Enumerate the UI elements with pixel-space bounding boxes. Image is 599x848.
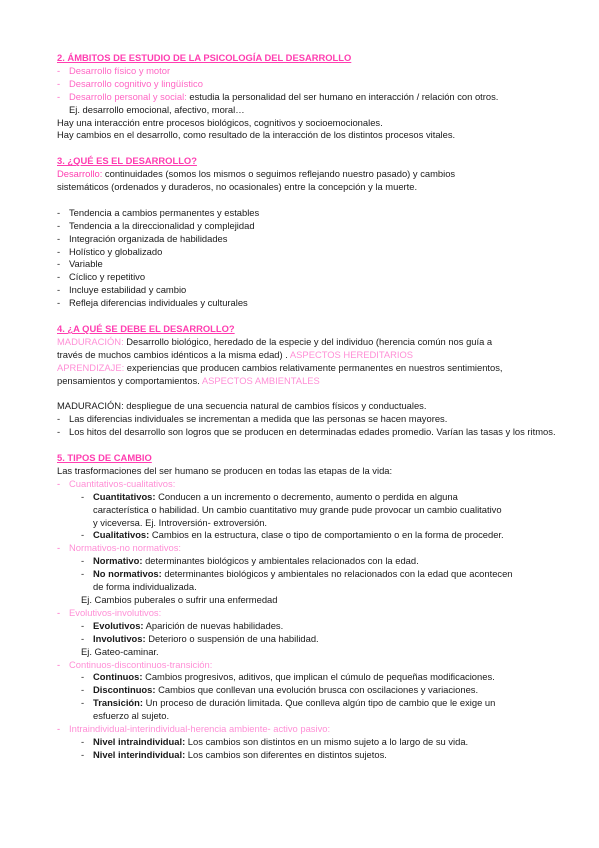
section-3-heading: 3. ¿QUÉ ES EL DESARROLLO? <box>57 155 197 167</box>
list-item: ‐ Cíclico y repetitivo <box>57 271 569 284</box>
sub-item-continued: de forma individualizada. <box>93 581 197 593</box>
sub-item: ‐ Cualitativos: Cambios en la estructura, clase o tipo de comportamiento o en la forma de proceder. <box>57 529 569 542</box>
section-4-heading: 4. ¿A QUÉ SE DEBE EL DESARROLLO? <box>57 322 235 334</box>
term-label: Desarrollo personal y social: <box>69 90 187 102</box>
list-item <box>57 91 569 104</box>
example-text: Ej. Cambios puberales o sufrir una enfermedad <box>81 593 278 605</box>
section-5-heading: 5. TIPOS DE CAMBIO <box>57 452 152 464</box>
sub-item: ‐ Nivel intraindividual: Los cambios son distintos en un mismo sujeto a lo largo de su vida. <box>57 736 569 749</box>
sub-item: ‐ Cuantitativos: Conducen a un incremento o decremento, aumento o perdida en alguna <box>57 491 569 504</box>
definition <box>57 168 569 181</box>
paragraph: Hay cambios en el desarrollo, como resultado de la interacción de los distintos procesos vitales. <box>57 129 456 141</box>
list-item: ‐ Integración organizada de habilidades <box>57 233 569 246</box>
list-item: ‐ Variable <box>57 258 569 271</box>
list-item: ‐ Los hitos del desarrollo son logros que se producen en determinadas edades promedio. Varían las tasas y los ritmos. <box>57 426 569 439</box>
sub-item-continued: característica o habilidad. Un cambio cuantitativo muy grande pude provocar un cambio cualitativo <box>93 503 502 515</box>
definition-continued: pensamientos y comportamientos. ASPECTOS AMBIENTALES <box>57 374 320 386</box>
term-text: experiencias que producen cambios relativamente permanentes en nuestros sentimientos, <box>124 361 503 373</box>
term-text: Desarrollo biológico, heredado de la especie y del individuo (herencia común nos guía a <box>123 335 493 347</box>
sub-item: ‐ Transición: Un proceso de duración limitada. Que conlleva algún tipo de cambio que le exige un <box>57 697 569 710</box>
section-2-heading: 2. ÁMBITOS DE ESTUDIO DE LA PSICOLOGÍA DEL DESARROLLO <box>57 52 352 63</box>
sub-item-continued: y viceversa. Ej. Introversión- extroversión. <box>93 516 268 528</box>
term-text: continuidades (somos los mismos o seguimos reflejando nuestro pasado) y cambios <box>102 168 456 180</box>
sub-item: ‐ Continuos: Cambios progresivos, aditivos, que implican el cúmulo de pequeñas modificaciones. <box>57 671 569 684</box>
paragraph: MADURACIÓN: despliegue de una secuencia natural de cambios físicos y conductuales. <box>57 400 427 412</box>
sub-item-continued: esfuerzo al sujeto. <box>93 710 170 722</box>
term-label: MADURACIÓN: <box>57 335 124 347</box>
sub-item: ‐ Involutivos: Deterioro o suspensión de una habilidad. <box>57 633 569 646</box>
example-text: Ej. Gateo-caminar. <box>81 645 159 657</box>
list-item: ‐ Tendencia a la direccionalidad y complejidad <box>57 220 569 233</box>
sub-item: ‐ No normativos: determinantes biológicos y ambientales no relacionados con la edad que acontecen <box>57 568 569 581</box>
sub-item: ‐ Nivel interindividual: Los cambios son diferentes en distintos sujetos. <box>57 749 569 762</box>
list-item: ‐ Holístico y globalizado <box>57 246 569 259</box>
sub-item: ‐ Evolutivos: Aparición de nuevas habilidades. <box>57 620 569 633</box>
list-item: ‐ Refleja diferencias individuales y culturales <box>57 297 569 310</box>
definition-continued: través de muchos cambios idénticos a la misma edad) . ASPECTOS HEREDITARIOS <box>57 348 414 360</box>
sub-item: ‐ Discontinuos: Cambios que conllevan una evolución brusca con oscilaciones y variaciones. <box>57 684 569 697</box>
list-item: ‐ Tendencia a cambios permanentes y estables <box>57 207 569 220</box>
term-label: APRENDIZAJE: <box>57 361 125 373</box>
sub-item: ‐ Normativo: determinantes biológicos y ambientales relacionados con la edad. <box>57 555 569 568</box>
group-label: ‐ Continuos-discontinuos-transición: <box>57 659 569 672</box>
definition <box>57 336 569 349</box>
group-label: ‐ Cuantitativos-cualitativos: <box>57 478 569 491</box>
example-text: Ej. desarrollo emocional, afectivo, moral… <box>69 103 245 115</box>
aspect-tag: ASPECTOS HEREDITARIOS <box>287 348 414 360</box>
term-text: estudia la personalidad del ser humano en interacción / relación con otros. <box>186 90 499 102</box>
group-label: ‐ Evolutivos-involutivos: <box>57 607 569 620</box>
group-label: ‐ Intraindividual-interindividual-herencia ambiente- activo pasivo: <box>57 723 569 736</box>
list-item: ‐ Incluye estabilidad y cambio <box>57 284 569 297</box>
definition <box>57 362 569 375</box>
paragraph: Hay una interacción entre procesos biológicos, cognitivos y socioemocionales. <box>57 116 383 128</box>
list-item: ‐ Desarrollo cognitivo y lingüístico <box>57 78 569 91</box>
aspect-tag: ASPECTOS AMBIENTALES <box>199 374 320 386</box>
list-item: ‐ Desarrollo físico y motor <box>57 65 569 78</box>
paragraph: Las trasformaciones del ser humano se producen en todas las etapas de la vida: <box>57 464 393 476</box>
term-label: Desarrollo: <box>57 168 103 180</box>
group-label: ‐ Normativos-no normativos: <box>57 542 569 555</box>
definition-continued: sistemáticos (ordenados y duraderos, no ocasionales) entre la concepción y la muerte. <box>57 181 418 193</box>
list-item: ‐ Las diferencias individuales se incrementan a medida que las personas se hacen mayores. <box>57 413 569 426</box>
